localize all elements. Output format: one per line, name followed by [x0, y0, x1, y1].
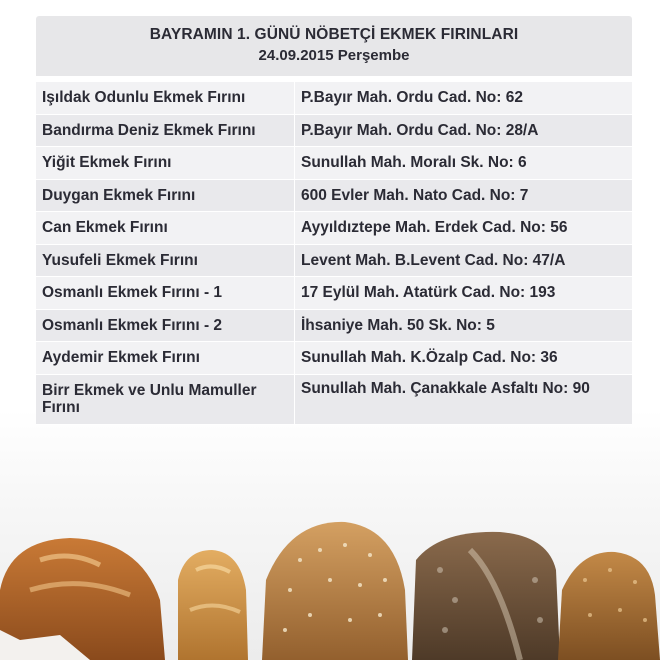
bread-loaf — [262, 522, 408, 660]
table-row — [36, 179, 632, 212]
bread-loaf — [412, 532, 560, 660]
table-row — [36, 244, 632, 277]
table-row — [36, 212, 632, 245]
bakery-name: Aydemir Ekmek Fırını — [36, 342, 295, 375]
bakery-address: Sunullah Mah. Moralı Sk. No: 6 — [295, 147, 633, 180]
table-row — [36, 114, 632, 147]
bread-loaf — [178, 550, 248, 660]
bakery-address: İhsaniye Mah. 50 Sk. No: 5 — [295, 309, 633, 342]
table-row — [36, 374, 632, 424]
table-row — [36, 342, 632, 375]
table-row — [36, 147, 632, 180]
bread-loaves-image — [0, 520, 660, 660]
bakery-address: 600 Evler Mah. Nato Cad. No: 7 — [295, 179, 633, 212]
bakery-name: Işıldak Odunlu Ekmek Fırını — [36, 82, 295, 114]
bakery-name: Yusufeli Ekmek Fırını — [36, 244, 295, 277]
table-row — [36, 82, 632, 114]
bakery-name: Yiğit Ekmek Fırını — [36, 147, 295, 180]
bread-loaf — [558, 552, 660, 660]
table-row — [36, 277, 632, 310]
bakery-address: Ayyıldıztepe Mah. Erdek Cad. No: 56 — [295, 212, 633, 245]
bakery-name: Can Ekmek Fırını — [36, 212, 295, 245]
bread-loaf — [0, 538, 165, 660]
bakery-name: Osmanlı Ekmek Fırını - 2 — [36, 309, 295, 342]
bakery-list-card — [36, 16, 632, 425]
bakery-name: Osmanlı Ekmek Fırını - 1 — [36, 277, 295, 310]
bakery-name: Birr Ekmek ve Unlu Mamuller Fırını — [36, 374, 295, 424]
bakery-address: 17 Eylül Mah. Atatürk Cad. No: 193 — [295, 277, 633, 310]
table-row — [36, 309, 632, 342]
bakery-name: Bandırma Deniz Ekmek Fırını — [36, 114, 295, 147]
bakery-address: P.Bayır Mah. Ordu Cad. No: 62 — [295, 82, 633, 114]
bakery-address: Levent Mah. B.Levent Cad. No: 47/A — [295, 244, 633, 277]
bakery-address: P.Bayır Mah. Ordu Cad. No: 28/A — [295, 114, 633, 147]
list-header — [36, 16, 632, 76]
bakery-address: Sunullah Mah. K.Özalp Cad. No: 36 — [295, 342, 633, 375]
bakery-table — [36, 82, 632, 425]
page-title: BAYRAMIN 1. GÜNÜ NÖBETÇİ EKMEK FIRINLARI — [149, 26, 519, 43]
bakery-address: Sunullah Mah. Çanakkale Asfaltı No: 90 — [295, 374, 633, 424]
bakery-name: Duygan Ekmek Fırını — [36, 179, 295, 212]
date-subtitle: 24.09.2015 Perşembe — [258, 47, 410, 64]
